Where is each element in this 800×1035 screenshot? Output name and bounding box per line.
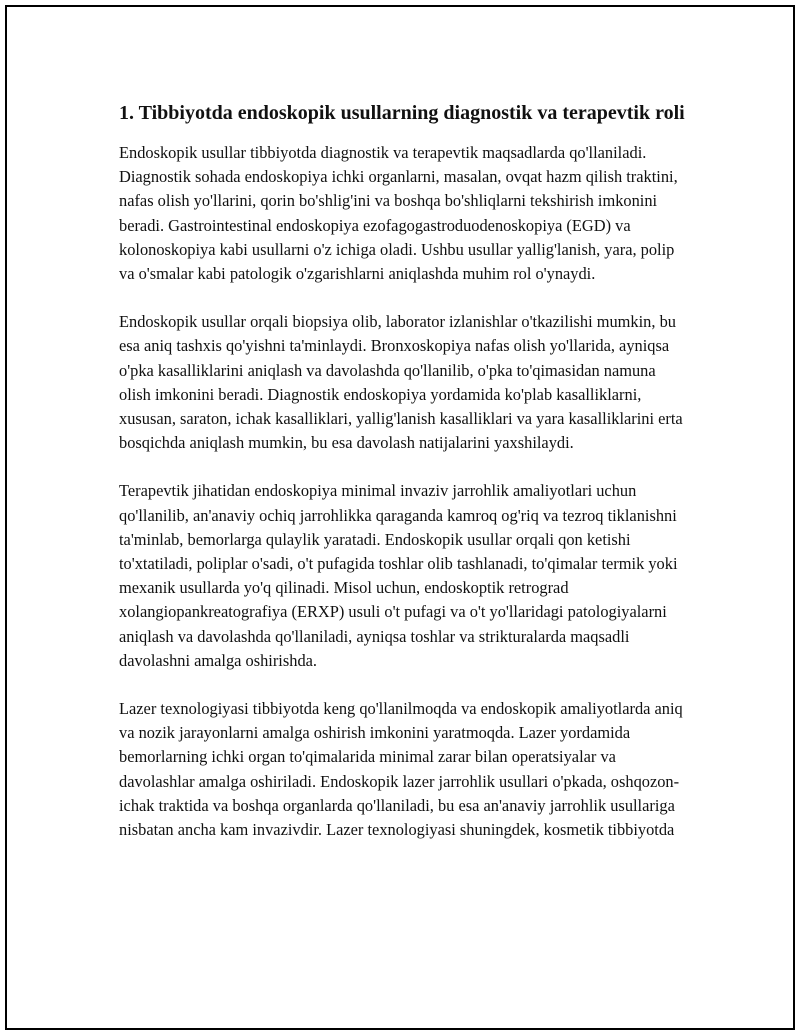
paragraph-1: Endoskopik usullar tibbiyotda diagnostik va terapevtik maqsadlarda qo'llaniladi. Diagnostik sohada endoskopiya ichki organlarni, masalan, ovqat hazm qilish traktini, nafas olish yo'llarini, qorin bo'shlig'ini va boshqa bo'shliqlarni tekshirish imkonini beradi. Gastrointestinal endoskopiya ezofagogastroduodenoskopiya (EGD) va kolonoskopiya kabi usullarni o'z ichiga oladi. Ushbu usullar yallig'lanish, yara, polip va o'smalar kabi patologik o'zgarishlarni aniqlashda muhim rol o'ynaydi. <box>119 143 678 284</box>
document-page <box>5 5 795 1030</box>
paragraph-3: Terapevtik jihatidan endoskopiya minimal invaziv jarrohlik amaliyotlari uchun qo'llanilib, an'anaviy ochiq jarrohlikka qaraganda kamroq og'riq va tezroq tiklanishni ta'minlab, bemorlarga qulaylik yaratadi. Endoskopik usullar orqali qon ketishi to'xtatiladi, poliplar o'sadi, o't pufagida toshlar olib tashlanadi, to'qimalar termik yoki mexanik usullarda yo'q qilinadi. Misol uchun, endoskoptik retrograd xolangiopankreatografiya (ERXP) usuli o't pufagi va o't yo'llaridagi patologiyalarni aniqlash va davolashda qo'llaniladi, ayniqsa toshlar va strikturalarda maqsadli davolashni amalga oshirishda. <box>119 481 678 670</box>
document-content <box>119 99 689 866</box>
paragraph-2: Endoskopik usullar orqali biopsiya olib, laborator izlanishlar o'tkazilishi mumkin, bu esa aniq tashxis qo'yishni ta'minlaydi. Bronxoskopiya nafas olish yo'llarida, ayniqsa o'pka kasalliklarini aniqlash va davolashda qo'llanilib, o'pka to'qimasidan namuna olish imkonini beradi. Diagnostik endoskopiya yordamida ko'plab kasalliklarni, xususan, saraton, ichak kasalliklari, yallig'lanish kasalliklari va yara kasalliklarini erta bosqichda aniqlash mumkin, bu esa davolash natijalarini yaxshilaydi. <box>119 312 683 453</box>
paragraph-4: Lazer texnologiyasi tibbiyotda keng qo'llanilmoqda va endoskopik amaliyotlarda aniq va nozik jarayonlarni amalga oshirish imkonini yaratmoqda. Lazer yordamida bemorlarning ichki organ to'qimalarida minimal zarar bilan operatsiyalar va davolashlar amalga oshiriladi. Endoskopik lazer jarrohlik usullari o'pkada, oshqozon-ichak traktida va boshqa organlarda qo'llaniladi, bu esa an'anaviy jarrohlik usullariga nisbatan ancha kam invazivdir. Lazer texnologiyasi shuningdek, kosmetik tibbiyotda <box>119 699 683 840</box>
section-heading: 1. Tibbiyotda endoskopik usullarning diagnostik va terapevtik roli <box>119 102 685 124</box>
